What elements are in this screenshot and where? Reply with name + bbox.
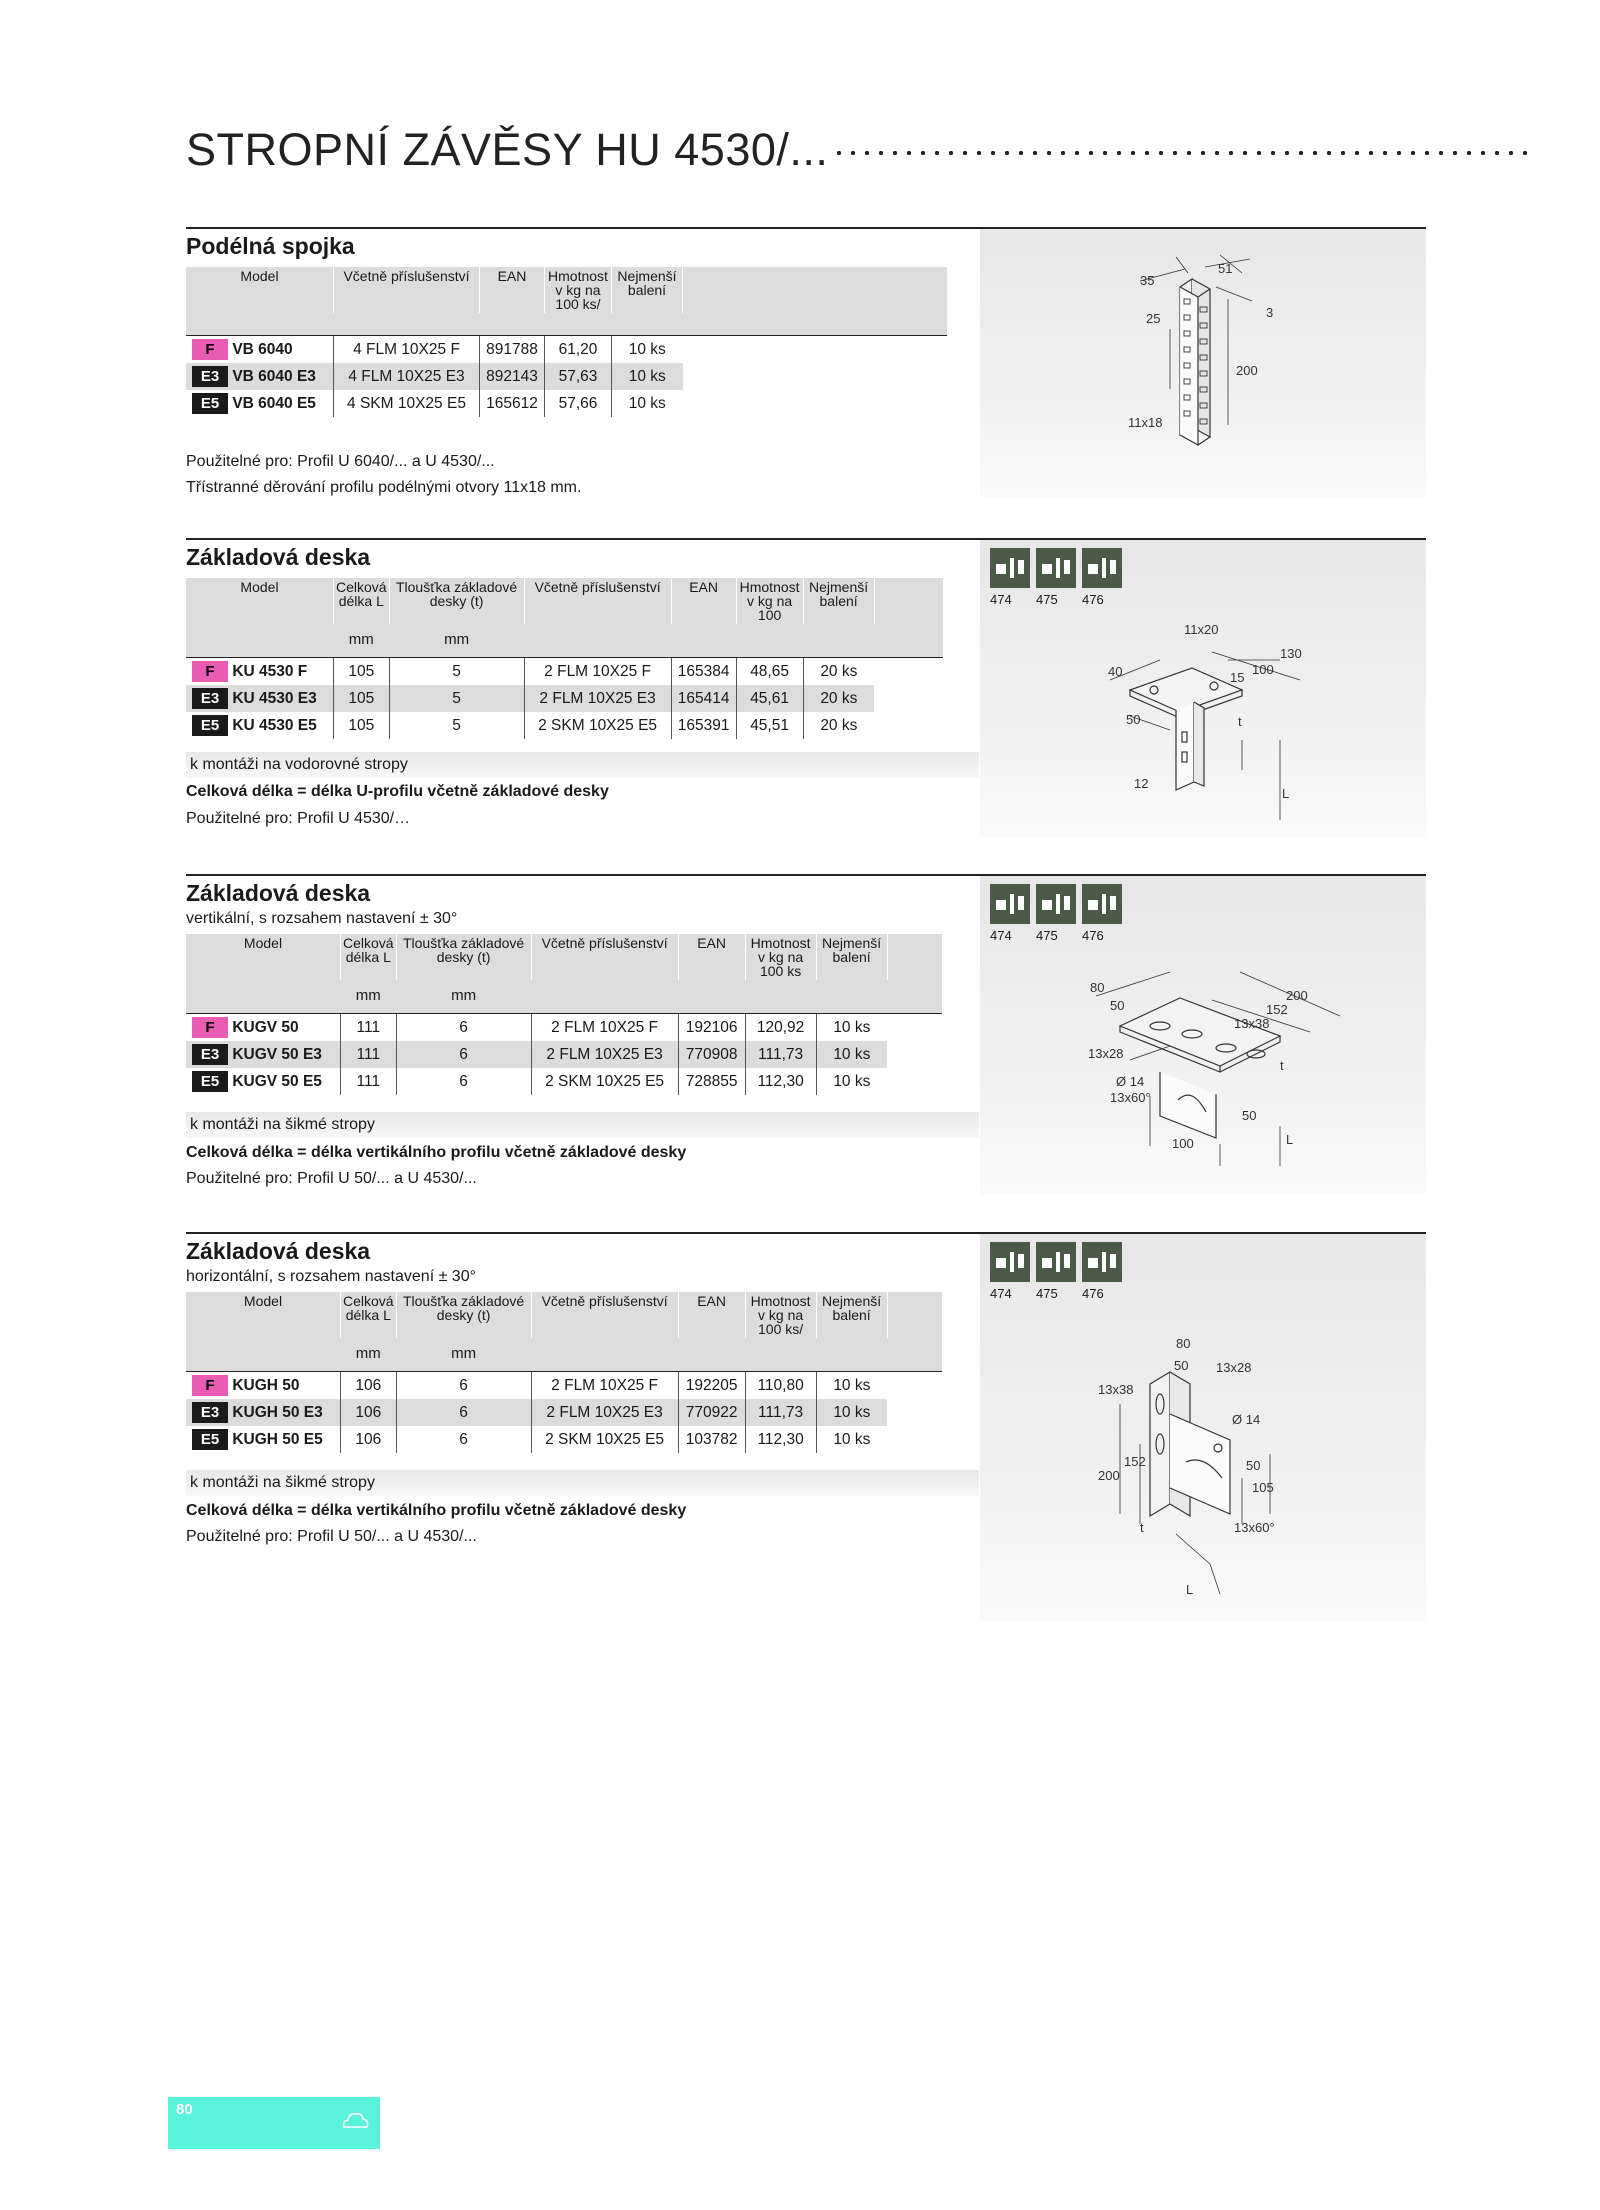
cell-pack: 20 ks	[803, 712, 874, 739]
drawing-label: 13x28	[1088, 1046, 1124, 1061]
drawing-label: Ø 14	[1232, 1412, 1261, 1427]
mounting-icon-labels	[990, 928, 1128, 943]
icon-label: 476	[1082, 592, 1104, 607]
cell-ean: 165612	[480, 390, 545, 417]
unit-thickness: mm	[396, 1338, 531, 1372]
cell-length: 106	[341, 1426, 397, 1453]
col-header-weight: Hmotnost v kg na 100	[736, 578, 803, 624]
cell-pack: 10 ks	[612, 390, 683, 417]
drawing-label: 13x60°	[1110, 1090, 1151, 1105]
cell-length: 106	[341, 1372, 397, 1400]
section-zakladova-deska-kugh	[186, 1232, 1426, 1622]
drawing-label: 50	[1174, 1358, 1189, 1373]
col-header-model: Model	[186, 1292, 341, 1338]
col-header-ean: EAN	[480, 267, 545, 313]
drawing-label: 130	[1280, 646, 1302, 661]
unit-thickness: mm	[389, 624, 524, 658]
cell-weight: 45,61	[736, 685, 803, 712]
drawing-label: 11x20	[1184, 622, 1219, 637]
table-row	[186, 658, 943, 686]
cell-accessories: 2 FLM 10X25 E3	[531, 1399, 678, 1426]
drawing-label: t	[1140, 1520, 1144, 1535]
drawing-label: 51	[1218, 261, 1233, 276]
col-header-accessories: Včetně příslušenství	[531, 1292, 678, 1338]
section-title: Podélná spojka	[186, 233, 355, 259]
spec-table	[186, 1292, 942, 1453]
cell-length: 105	[334, 658, 390, 686]
icon-label: 475	[1036, 1286, 1058, 1301]
table-row	[186, 1041, 942, 1068]
mounting-475-icon	[1036, 1242, 1076, 1282]
cell-pack: 10 ks	[612, 363, 683, 390]
table-row	[186, 336, 947, 364]
col-header-blank	[887, 934, 942, 980]
icon-label: 474	[990, 1286, 1012, 1301]
drawing-label: Ø 14	[1116, 1074, 1145, 1089]
col-header-model: Model	[186, 578, 334, 624]
mounting-475-icon	[1036, 548, 1076, 588]
table-row	[186, 1014, 942, 1042]
note-length-definition: Celková délka = délka vertikálního profilu včetně základové desky	[186, 1502, 687, 1519]
finish-badge: E3	[192, 1402, 228, 1423]
mounting-475-icon	[1036, 884, 1076, 924]
cell-ean: 728855	[678, 1068, 745, 1095]
cell-weight: 111,73	[745, 1041, 816, 1068]
unit-length: mm	[341, 1338, 397, 1372]
col-header-blank	[887, 1292, 942, 1338]
product-drawing-panel	[980, 1234, 1426, 1622]
col-header-pack: Nejmenší balení	[803, 578, 874, 624]
drawing-label: L	[1282, 786, 1290, 801]
model-name: KU 4530 E5	[232, 717, 317, 734]
cell-ean: 891788	[480, 336, 545, 364]
cell-pack: 10 ks	[816, 1068, 887, 1095]
drawing-label: t	[1280, 1058, 1284, 1073]
section-title: Základová deska	[186, 880, 371, 906]
mounting-476-icon	[1082, 548, 1122, 588]
table-row	[186, 1399, 942, 1426]
icon-label: 475	[1036, 928, 1058, 943]
col-header-weight: Hmotnost v kg na 100 ks/	[745, 1292, 816, 1338]
cell-accessories: 4 SKM 10X25 E5	[334, 390, 480, 417]
col-header-blank	[874, 578, 943, 624]
note-mounting: k montáži na šikmé stropy	[186, 1112, 979, 1138]
cell-thickness: 5	[389, 685, 524, 712]
section-title: Základová deska	[186, 1238, 371, 1264]
cell-thickness: 6	[396, 1014, 531, 1042]
col-header-accessories: Včetně příslušenství	[531, 934, 678, 980]
finish-badge: E5	[192, 393, 228, 414]
drawing-label: t	[1238, 714, 1242, 729]
col-header-pack: Nejmenší balení	[612, 267, 683, 313]
drawing-label: 50	[1126, 712, 1141, 727]
page-footer-tab	[168, 2097, 380, 2149]
drawing-label: 100	[1172, 1136, 1194, 1151]
cell-weight: 57,63	[545, 363, 612, 390]
cell-ean: 165414	[671, 685, 736, 712]
cell-accessories: 2 SKM 10X25 E5	[531, 1426, 678, 1453]
drawing-label: 50	[1246, 1458, 1261, 1473]
drawing-label: 13x28	[1216, 1360, 1252, 1375]
product-drawing-panel	[980, 540, 1426, 838]
section-subtitle: horizontální, s rozsahem nastavení ± 30°	[186, 1268, 476, 1285]
finish-badge: F	[192, 661, 228, 682]
model-name: VB 6040 E3	[232, 368, 316, 385]
note-usage: Použitelné pro: Profil U 50/... a U 4530/...	[186, 1170, 477, 1187]
drawing-label: 13x38	[1234, 1016, 1270, 1031]
col-header-accessories: Včetně příslušenství	[334, 267, 480, 313]
table-row	[186, 1372, 942, 1400]
section-zakladova-deska-ku	[186, 538, 1426, 838]
finish-badge: E3	[192, 1044, 228, 1065]
product-drawing	[980, 229, 1426, 497]
mounting-474-icon	[990, 1242, 1030, 1282]
finish-badge: F	[192, 1017, 228, 1038]
mounting-474-icon	[990, 884, 1030, 924]
note-length-definition: Celková délka = délka U-profilu včetně základové desky	[186, 783, 609, 800]
table-row	[186, 712, 943, 739]
col-header-ean: EAN	[678, 934, 745, 980]
drawing-label: 15	[1230, 670, 1245, 685]
cell-pack: 10 ks	[816, 1426, 887, 1453]
finish-badge: E5	[192, 1429, 228, 1450]
cell-accessories: 2 SKM 10X25 E5	[524, 712, 671, 739]
note-mounting: k montáži na šikmé stropy	[186, 1470, 979, 1496]
cell-ean: 770922	[678, 1399, 745, 1426]
header-spacer	[186, 313, 947, 336]
col-header-weight: Hmotnost v kg na 100 ks/	[545, 267, 612, 313]
cell-thickness: 6	[396, 1426, 531, 1453]
mounting-icon-labels	[990, 1286, 1128, 1301]
cell-length: 111	[341, 1014, 397, 1042]
finish-badge: E3	[192, 366, 228, 387]
cell-accessories: 2 FLM 10X25 F	[531, 1372, 678, 1400]
product-drawing-panel	[980, 876, 1426, 1194]
unit-thickness: mm	[396, 980, 531, 1014]
drawing-label: 200	[1286, 988, 1308, 1003]
cell-thickness: 6	[396, 1399, 531, 1426]
section-subtitle: vertikální, s rozsahem nastavení ± 30°	[186, 910, 458, 927]
cell-pack: 20 ks	[803, 685, 874, 712]
cell-accessories: 2 FLM 10X25 E3	[531, 1041, 678, 1068]
drawing-label: 200	[1236, 363, 1258, 378]
cell-length: 105	[334, 685, 390, 712]
col-header-length: Celková délka L	[341, 934, 397, 980]
product-drawing-panel	[980, 229, 1426, 497]
cell-thickness: 5	[389, 658, 524, 686]
drawing-label: 11x18	[1128, 415, 1163, 430]
cell-thickness: 6	[396, 1372, 531, 1400]
mounting-476-icon	[1082, 884, 1122, 924]
cell-pack: 10 ks	[816, 1372, 887, 1400]
finish-badge: E5	[192, 1071, 228, 1092]
cell-accessories: 2 FLM 10X25 F	[531, 1014, 678, 1042]
cell-weight: 48,65	[736, 658, 803, 686]
cell-pack: 10 ks	[816, 1014, 887, 1042]
cell-thickness: 6	[396, 1068, 531, 1095]
cell-ean: 192205	[678, 1372, 745, 1400]
cell-ean: 103782	[678, 1426, 745, 1453]
spec-table	[186, 267, 947, 417]
cell-length: 106	[341, 1399, 397, 1426]
drawing-label: 152	[1266, 1002, 1288, 1017]
cell-weight: 45,51	[736, 712, 803, 739]
model-name: KUGH 50	[232, 1377, 300, 1394]
icon-label: 476	[1082, 1286, 1104, 1301]
page-title: STROPNÍ ZÁVĚSY HU 4530/...	[186, 124, 829, 175]
drawing-label: 40	[1108, 664, 1123, 679]
col-header-accessories: Včetně příslušenství	[524, 578, 671, 624]
cell-length: 111	[341, 1068, 397, 1095]
unit-length: mm	[341, 980, 397, 1014]
drawing-label: 200	[1098, 1468, 1120, 1483]
drawing-label: 3	[1266, 305, 1274, 320]
cloud-logo-icon	[340, 2109, 370, 2133]
unit-length: mm	[334, 624, 390, 658]
drawing-label: 50	[1110, 998, 1125, 1013]
col-header-weight: Hmotnost v kg na 100 ks	[745, 934, 816, 980]
drawing-label: L	[1286, 1132, 1294, 1147]
cell-length: 111	[341, 1041, 397, 1068]
table-row	[186, 685, 943, 712]
model-name: KU 4530 E3	[232, 690, 317, 707]
cell-weight: 61,20	[545, 336, 612, 364]
mounting-476-icon	[1082, 1242, 1122, 1282]
note-usage: Použitelné pro: Profil U 6040/... a U 4530/...	[186, 453, 495, 470]
col-header-model: Model	[186, 934, 341, 980]
model-name: KUGH 50 E5	[232, 1431, 323, 1448]
drawing-label: 13x38	[1098, 1382, 1134, 1397]
col-header-thickness: Tloušťka základové desky (t)	[396, 1292, 531, 1338]
note-usage: Použitelné pro: Profil U 50/... a U 4530/...	[186, 1528, 477, 1545]
table-row	[186, 363, 947, 390]
cell-weight: 112,30	[745, 1068, 816, 1095]
col-header-pack: Nejmenší balení	[816, 1292, 887, 1338]
mounting-icons	[990, 1242, 1128, 1287]
col-header-length: Celková délka L	[334, 578, 390, 624]
cell-weight: 57,66	[545, 390, 612, 417]
cell-weight: 110,80	[745, 1372, 816, 1400]
cell-length: 105	[334, 712, 390, 739]
cell-weight: 111,73	[745, 1399, 816, 1426]
cell-pack: 10 ks	[612, 336, 683, 364]
cell-ean: 165384	[671, 658, 736, 686]
cell-accessories: 2 SKM 10X25 E5	[531, 1068, 678, 1095]
note-perforation: Třístranné děrování profilu podélnými otvory 11x18 mm.	[186, 479, 582, 496]
icon-label: 474	[990, 592, 1012, 607]
cell-ean: 192106	[678, 1014, 745, 1042]
drawing-label: L	[1186, 1582, 1194, 1597]
col-header-blank	[683, 267, 948, 313]
cell-pack: 10 ks	[816, 1399, 887, 1426]
spec-table	[186, 578, 943, 739]
drawing-label: 50	[1242, 1108, 1257, 1123]
cell-accessories: 2 FLM 10X25 E3	[524, 685, 671, 712]
finish-badge: F	[192, 339, 228, 360]
cell-thickness: 6	[396, 1041, 531, 1068]
section-podelna-spojka	[186, 227, 1426, 497]
note-length-definition: Celková délka = délka vertikálního profilu včetně základové desky	[186, 1144, 687, 1161]
cell-accessories: 4 FLM 10X25 F	[334, 336, 480, 364]
col-header-length: Celková délka L	[341, 1292, 397, 1338]
col-header-ean: EAN	[678, 1292, 745, 1338]
model-name: KUGH 50 E3	[232, 1404, 323, 1421]
drawing-label: 80	[1090, 980, 1105, 995]
section-title: Základová deska	[186, 544, 371, 570]
cell-thickness: 5	[389, 712, 524, 739]
model-name: VB 6040 E5	[232, 395, 316, 412]
col-header-thickness: Tloušťka základové desky (t)	[389, 578, 524, 624]
mounting-icons	[990, 548, 1128, 593]
drawing-label: 13x60°	[1234, 1520, 1275, 1535]
page-number: 80	[176, 2101, 193, 2118]
model-name: KUGV 50 E3	[232, 1046, 322, 1063]
model-name: KU 4530 F	[232, 663, 308, 680]
drawing-label: 105	[1252, 1480, 1274, 1495]
icon-label: 475	[1036, 592, 1058, 607]
model-name: KUGV 50	[232, 1019, 299, 1036]
drawing-label: 152	[1124, 1454, 1146, 1469]
spec-table	[186, 934, 942, 1095]
finish-badge: E5	[192, 715, 228, 736]
model-name: VB 6040	[232, 341, 293, 358]
drawing-label: 12	[1134, 776, 1149, 791]
cell-ean: 892143	[480, 363, 545, 390]
drawing-label: 80	[1176, 1336, 1191, 1351]
col-header-thickness: Tloušťka základové desky (t)	[396, 934, 531, 980]
cell-accessories: 4 FLM 10X25 E3	[334, 363, 480, 390]
cell-ean: 770908	[678, 1041, 745, 1068]
cell-weight: 112,30	[745, 1426, 816, 1453]
table-row	[186, 390, 947, 417]
drawing-label: 35	[1140, 273, 1155, 288]
finish-badge: F	[192, 1375, 228, 1396]
cell-ean: 165391	[671, 712, 736, 739]
section-zakladova-deska-kugv	[186, 874, 1426, 1194]
model-name: KUGV 50 E5	[232, 1073, 322, 1090]
finish-badge: E3	[192, 688, 228, 709]
note-mounting: k montáži na vodorovné stropy	[186, 752, 979, 778]
col-header-pack: Nejmenší balení	[816, 934, 887, 980]
cell-accessories: 2 FLM 10X25 F	[524, 658, 671, 686]
cell-weight: 120,92	[745, 1014, 816, 1042]
mounting-474-icon	[990, 548, 1030, 588]
col-header-model: Model	[186, 267, 334, 313]
icon-label: 474	[990, 928, 1012, 943]
mounting-icon-labels	[990, 592, 1128, 607]
icon-label: 476	[1082, 928, 1104, 943]
drawing-label: 100	[1252, 662, 1274, 677]
mounting-icons	[990, 884, 1128, 929]
cell-pack: 20 ks	[803, 658, 874, 686]
table-row	[186, 1068, 942, 1095]
col-header-ean: EAN	[671, 578, 736, 624]
cell-pack: 10 ks	[816, 1041, 887, 1068]
title-dot-leader	[832, 150, 1532, 156]
drawing-label: 25	[1146, 311, 1161, 326]
table-row	[186, 1426, 942, 1453]
note-usage: Použitelné pro: Profil U 4530/…	[186, 810, 411, 827]
